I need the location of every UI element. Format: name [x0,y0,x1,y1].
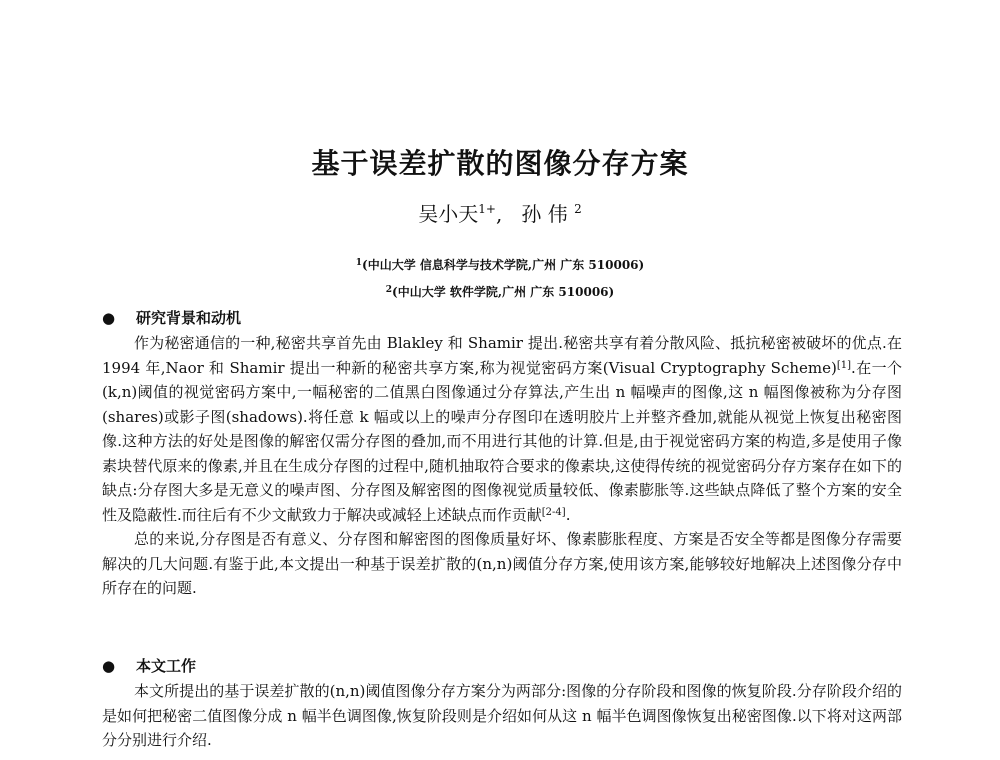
paragraph: 本文所提出的基于误差扩散的(n,n)阈值图像分存方案分为两部分:图像的分存阶段和图像的恢复阶段.分存阶段介绍的是如何把秘密二值图像分成 n 幅半色调图像,恢复阶段则是介绍如何从这 n 幅半色调图像恢复出秘密图像.以下将对这两部分分别进行介绍. [102,682,902,749]
affiliation-text: (中山大学 信息科学与技术学院,广州 广东 510006) [362,258,645,272]
affiliation-mark: 1 [355,258,363,268]
section-heading [102,307,241,328]
section-heading-text: 本文工作 [136,657,197,675]
section-heading [102,655,196,676]
citation: [2-4] [541,506,566,518]
author-separator: , [495,202,503,226]
author-name: 吴小天 [418,202,479,226]
paragraph-text: 作为秘密通信的一种,秘密共享首先由 Blakley 和 Shamir 提出.秘密共享有着分散风险、抵抗秘密被破坏的优点.在 1994 年,Naor 和 Shamir 提出一种新的秘密共享方案,称为视觉密码方案(Visual Cryptography Scheme) [102,334,902,377]
author-mark: 1+ [478,202,496,216]
bullet-icon: ● [102,309,116,327]
affiliation-mark: 2 [385,285,393,295]
section-body [102,331,902,601]
paragraph [102,331,902,527]
paragraph-text: . [565,505,571,524]
author-name: 孙 伟 [521,202,568,226]
author-line [0,198,1000,227]
paragraph: 总的来说,分存图是否有意义、分存图和解密图的图像质量好坏、像素膨胀程度、方案是否安全等都是图像分存需要解决的几大问题.有鉴于此,本文提出一种基于误差扩散的(n,n)阈值分存方案,使用该方案,能够较好地解决上述图像分存中所存在的问题. [102,530,902,597]
bullet-icon: ● [102,657,116,675]
author-mark: 2 [574,202,582,216]
affiliation [0,283,1000,300]
affiliation-text: (中山大学 软件学院,广州 广东 510006) [392,285,615,299]
section-heading-text: 研究背景和动机 [136,309,242,327]
affiliation [0,256,1000,273]
paper-title: 基于误差扩散的图像分存方案 [311,147,689,180]
citation: [1] [836,359,852,371]
paragraph-text: .在一个(k,n)阈值的视觉密码方案中,一幅秘密的二值黑白图像通过分存算法,产生出 n 幅噪声的图像,这 n 幅图像被称为分存图(shares)或影子图(shadows).将任意 k 幅或以上的噪声分存图印在透明胶片上并整齐叠加,就能从视觉上恢复出秘密图像.这种方法的好处是图像的解密仅需分存图的叠加,而不用进行其他的计算.但是,由于视觉密码方案的构造,多是使用子像素块替代原来的像素,并且在生成分存图的过程中,随机抽取符合要求的像素块,这使得传统的视觉密码分存方案存在如下的缺点:分存图大多是无意义的噪声图、分存图及解密图的图像视觉质量较低、像素膨胀等.这些缺点降低了整个方案的安全性及隐蔽性.而往后有不少文献致力于解决或减轻上述缺点而作贡献 [102,358,902,524]
section-body [102,679,902,753]
